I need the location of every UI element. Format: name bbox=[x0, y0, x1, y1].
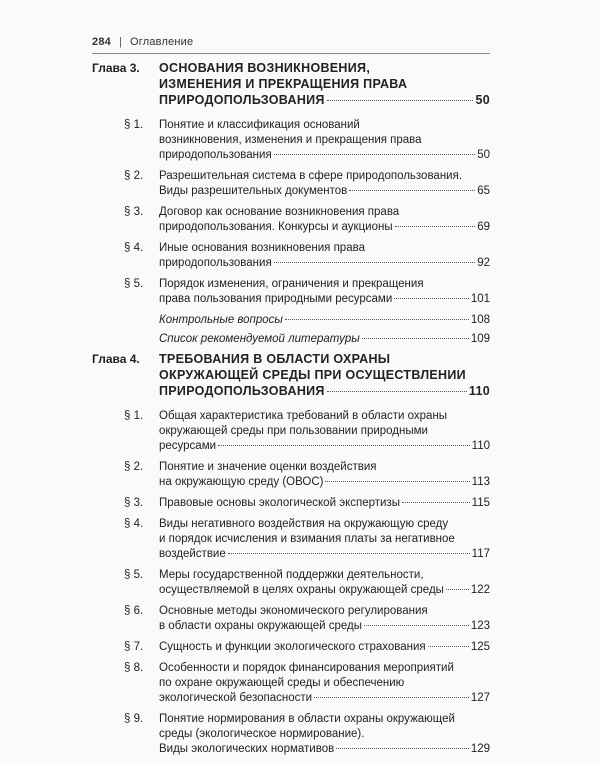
section-number: § 1. bbox=[124, 410, 144, 422]
toc-last-line bbox=[159, 184, 490, 199]
toc-entry-text-end: в области охраны окружающей среды bbox=[159, 620, 363, 632]
toc-page-number: 109 bbox=[470, 333, 490, 345]
toc-entry-text-end: ресурсами bbox=[159, 440, 217, 452]
chapter-title bbox=[159, 351, 490, 399]
toc-entry-line: Договор как основание возникновения права bbox=[159, 206, 400, 218]
section-number: § 3. bbox=[124, 206, 144, 218]
toc-leader-dots bbox=[336, 748, 469, 749]
toc-entry-text bbox=[159, 313, 490, 328]
toc-entry-text bbox=[159, 604, 490, 634]
section-number: § 4. bbox=[124, 518, 144, 530]
toc-leader-dots bbox=[446, 589, 469, 590]
toc-page-number: 110 bbox=[471, 440, 490, 452]
toc-extra-entry bbox=[92, 332, 490, 347]
toc-entry bbox=[92, 496, 490, 511]
toc-entry-text-end: воздействие bbox=[159, 548, 226, 560]
toc-entry-text bbox=[159, 205, 490, 235]
chapter-title bbox=[159, 60, 490, 108]
toc-entry-line: Понятие и классификация оснований bbox=[159, 119, 360, 131]
toc-page-number: 113 bbox=[471, 476, 490, 488]
toc-entry-text-end: природопользования. Конкурсы и аукционы bbox=[159, 221, 393, 233]
toc-entry-text bbox=[159, 640, 490, 655]
toc-page-number: 65 bbox=[477, 185, 490, 197]
section-number: § 8. bbox=[124, 662, 144, 674]
toc-entry-text-end: на окружающую среду (ОВОС) bbox=[159, 476, 324, 488]
toc-entry-text bbox=[159, 169, 490, 199]
toc-page-number: 125 bbox=[470, 641, 490, 653]
toc-last-line bbox=[159, 547, 490, 562]
toc-entry-text bbox=[159, 517, 490, 562]
toc-entry-text-end: экологической безопасности bbox=[159, 692, 313, 704]
chapter-heading bbox=[92, 351, 490, 399]
toc-last-line bbox=[159, 383, 490, 399]
toc-entry bbox=[92, 640, 490, 655]
chapter-label: Глава 3. bbox=[92, 61, 140, 75]
toc-entry-text-end: Контрольные вопросы bbox=[159, 314, 283, 326]
toc-entry-text-end: ПРИРОДОПОЛЬЗОВАНИЯ bbox=[159, 384, 325, 398]
chapter-title-line: ИЗМЕНЕНИЯ И ПРЕКРАЩЕНИЯ ПРАВА bbox=[159, 77, 408, 91]
toc-entry bbox=[92, 205, 490, 235]
toc-last-line bbox=[159, 292, 490, 307]
toc-leader-dots bbox=[362, 338, 469, 339]
toc-entry-text bbox=[159, 496, 490, 511]
toc-entry-text-end: осуществляемой в целях охраны окружающей среды bbox=[159, 584, 444, 596]
toc-last-line bbox=[159, 92, 490, 108]
toc-entry-text bbox=[159, 332, 490, 347]
toc-leader-dots bbox=[327, 391, 467, 392]
toc-leader-dots bbox=[428, 646, 469, 647]
toc-leader-dots bbox=[285, 319, 469, 320]
toc-entry-text-end: Правовые основы экологической экспертизы bbox=[159, 497, 400, 509]
chapter-title-line: ОКРУЖАЮЩЕЙ СРЕДЫ ПРИ ОСУЩЕСТВЛЕНИИ bbox=[159, 368, 466, 382]
toc-entry-text bbox=[159, 241, 490, 271]
toc-leader-dots bbox=[274, 262, 476, 263]
toc-leader-dots bbox=[364, 625, 469, 626]
section-number: § 4. bbox=[124, 242, 144, 254]
toc-page-number: 50 bbox=[477, 149, 490, 161]
toc-leader-dots bbox=[325, 481, 469, 482]
section-number: § 7. bbox=[124, 641, 144, 653]
toc-page-number: 110 bbox=[468, 384, 490, 398]
toc-last-line bbox=[159, 496, 490, 511]
running-head bbox=[92, 36, 490, 48]
toc-page-number: 123 bbox=[470, 620, 490, 632]
toc-extra-entry bbox=[92, 313, 490, 328]
toc-entry-line: среды (экологическое нормирование). bbox=[159, 728, 365, 740]
toc-entry-text-end: природопользования bbox=[159, 257, 272, 269]
toc-page-number: 101 bbox=[470, 293, 490, 305]
toc-last-line bbox=[159, 583, 490, 598]
toc-leader-dots bbox=[349, 190, 475, 191]
section-number: § 5. bbox=[124, 278, 144, 290]
toc-last-line bbox=[159, 148, 490, 163]
running-head-section: Оглавление bbox=[130, 36, 194, 48]
toc-last-line bbox=[159, 475, 490, 490]
table-of-contents bbox=[92, 60, 490, 763]
toc-last-line bbox=[159, 313, 490, 328]
toc-entry-text bbox=[159, 409, 490, 454]
toc-entry-line: Меры государственной поддержки деятельности, bbox=[159, 569, 424, 581]
toc-entry-line: по охране окружающей среды и обеспечению bbox=[159, 677, 405, 689]
toc-entry-line: Виды негативного воздействия на окружающую среду bbox=[159, 518, 449, 530]
toc-last-line bbox=[159, 640, 490, 655]
toc-page-number: 92 bbox=[477, 257, 490, 269]
section-number: § 3. bbox=[124, 497, 144, 509]
toc-entry-line: Особенности и порядок финансирования мероприятий bbox=[159, 662, 454, 674]
toc-entry-line: Разрешительная система в сфере природопользования. bbox=[159, 170, 463, 182]
toc-entry-line: Основные методы экономического регулирования bbox=[159, 605, 428, 617]
toc-entry bbox=[92, 661, 490, 706]
section-number: § 6. bbox=[124, 605, 144, 617]
header-rule bbox=[92, 53, 490, 54]
toc-last-line bbox=[159, 439, 490, 454]
toc-entry-text bbox=[159, 118, 490, 163]
toc-entry bbox=[92, 409, 490, 454]
section-number: § 9. bbox=[124, 713, 144, 725]
page-number: 284 bbox=[92, 36, 111, 48]
toc-entry bbox=[92, 241, 490, 271]
toc-leader-dots bbox=[228, 553, 470, 554]
toc-last-line bbox=[159, 256, 490, 271]
toc-entry-text-end: ПРИРОДОПОЛЬЗОВАНИЯ bbox=[159, 93, 325, 107]
toc-leader-dots bbox=[394, 298, 469, 299]
toc-entry-text-end: Виды экологических нормативов bbox=[159, 743, 335, 755]
toc-page-number: 115 bbox=[471, 497, 490, 509]
toc-entry-line: Порядок изменения, ограничения и прекращения bbox=[159, 278, 424, 290]
toc-page-number: 69 bbox=[477, 221, 490, 233]
toc-leader-dots bbox=[395, 226, 476, 227]
toc-entry-line: и порядок исчисления и взимания платы за негативное bbox=[159, 533, 455, 545]
toc-entry-text-end: Сущность и функции экологического страхования bbox=[159, 641, 426, 653]
toc-entry-line: Понятие и значение оценки воздействия bbox=[159, 461, 377, 473]
toc-entry-line: Иные основания возникновения права bbox=[159, 242, 365, 254]
toc-entry bbox=[92, 604, 490, 634]
chapter-heading bbox=[92, 60, 490, 108]
chapter-title-line: ТРЕБОВАНИЯ В ОБЛАСТИ ОХРАНЫ bbox=[159, 352, 391, 366]
toc-entry-text-end: права пользования природными ресурсами bbox=[159, 293, 393, 305]
toc-entry-text-end: природопользования bbox=[159, 149, 272, 161]
toc-page-number: 50 bbox=[475, 93, 490, 107]
toc-page-number: 127 bbox=[470, 692, 490, 704]
toc-last-line bbox=[159, 619, 490, 634]
toc-page-number: 108 bbox=[470, 314, 490, 326]
toc-entry bbox=[92, 568, 490, 598]
toc-leader-dots bbox=[327, 100, 474, 101]
toc-entry-text bbox=[159, 712, 490, 757]
section-number: § 2. bbox=[124, 170, 144, 182]
chapter-label: Глава 4. bbox=[92, 352, 140, 366]
toc-entry-text-end: Виды разрешительных документов bbox=[159, 185, 348, 197]
section-number: § 1. bbox=[124, 119, 144, 131]
toc-leader-dots bbox=[274, 154, 476, 155]
toc-entry-line: возникновения, изменения и прекращения права bbox=[159, 134, 422, 146]
toc-page-number: 117 bbox=[471, 548, 490, 560]
toc-page-number: 122 bbox=[470, 584, 490, 596]
toc-entry-text bbox=[159, 460, 490, 490]
toc-last-line bbox=[159, 691, 490, 706]
running-head-separator: | bbox=[118, 36, 123, 48]
toc-entry bbox=[92, 460, 490, 490]
toc-entry-line: Понятие нормирования в области охраны окружающей bbox=[159, 713, 455, 725]
toc-entry-text-end: Список рекомендуемой литературы bbox=[159, 333, 360, 345]
toc-entry-text bbox=[159, 277, 490, 307]
toc-entry bbox=[92, 118, 490, 163]
toc-leader-dots bbox=[218, 445, 470, 446]
toc-entry bbox=[92, 277, 490, 307]
toc-leader-dots bbox=[314, 697, 469, 698]
toc-entry bbox=[92, 169, 490, 199]
toc-last-line bbox=[159, 332, 490, 347]
chapter-title-line: ОСНОВАНИЯ ВОЗНИКНОВЕНИЯ, bbox=[159, 61, 371, 75]
section-number: § 2. bbox=[124, 461, 144, 473]
toc-page-number: 129 bbox=[470, 743, 490, 755]
toc-entry-text bbox=[159, 568, 490, 598]
toc-last-line bbox=[159, 220, 490, 235]
toc-leader-dots bbox=[402, 502, 470, 503]
section-number: § 5. bbox=[124, 569, 144, 581]
toc-entry bbox=[92, 712, 490, 757]
toc-entry-line: окружающей среды при пользовании природными bbox=[159, 425, 428, 437]
toc-entry-text bbox=[159, 661, 490, 706]
toc-entry bbox=[92, 517, 490, 562]
toc-entry-line: Общая характеристика требований в области охраны bbox=[159, 410, 448, 422]
